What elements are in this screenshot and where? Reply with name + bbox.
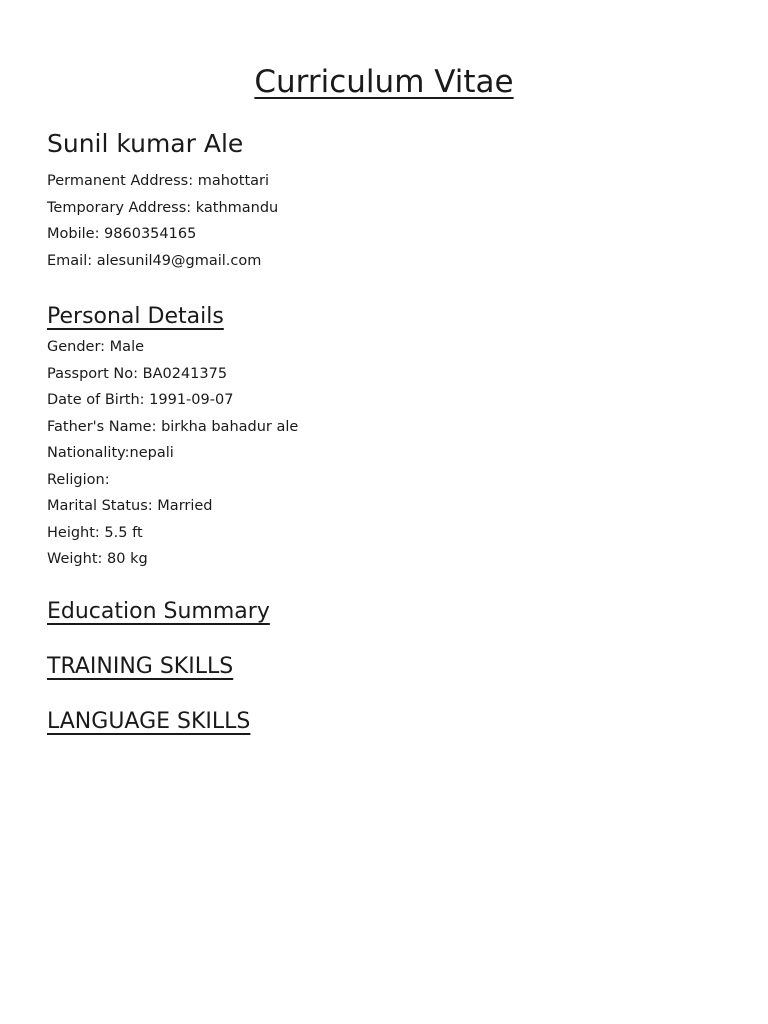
personal-details-heading xyxy=(47,300,727,334)
fathers-name: Father's Name: birkha bahadur ale xyxy=(47,418,299,435)
email-address: Email: alesunil49@gmail.com xyxy=(47,252,262,269)
document-title xyxy=(0,62,768,102)
education-summary-heading-text: Education Summary xyxy=(47,598,270,624)
language-skills-heading xyxy=(47,705,727,739)
height: Height: 5.5 ft xyxy=(47,524,143,541)
marital-status: Marital Status: Married xyxy=(47,498,213,514)
gender: Gender: Male xyxy=(47,339,145,355)
language-skills-heading-text: LANGUAGE SKILLS xyxy=(47,708,251,734)
personal-details-block xyxy=(47,334,727,573)
contact-block xyxy=(47,168,727,274)
candidate-name: Sunil kumar Ale xyxy=(47,129,244,158)
passport-number: Passport No: BA0241375 xyxy=(47,365,228,382)
training-skills-heading xyxy=(47,650,727,684)
temporary-address: Temporary Address: kathmandu xyxy=(47,199,279,216)
nationality: Nationality:nepali xyxy=(47,445,174,461)
personal-details-heading-text: Personal Details xyxy=(47,304,224,329)
mobile-number: Mobile: 9860354165 xyxy=(47,226,197,242)
document-title-text: Curriculum Vitae xyxy=(254,64,514,100)
weight: Weight: 80 kg xyxy=(47,551,148,567)
date-of-birth: Date of Birth: 1991-09-07 xyxy=(47,392,234,408)
education-summary-heading xyxy=(47,595,727,629)
cv-content xyxy=(47,124,727,739)
religion: Religion: xyxy=(47,471,110,488)
training-skills-heading-text: TRAINING SKILLS xyxy=(47,653,234,679)
permanent-address: Permanent Address: mahottari xyxy=(47,173,270,189)
